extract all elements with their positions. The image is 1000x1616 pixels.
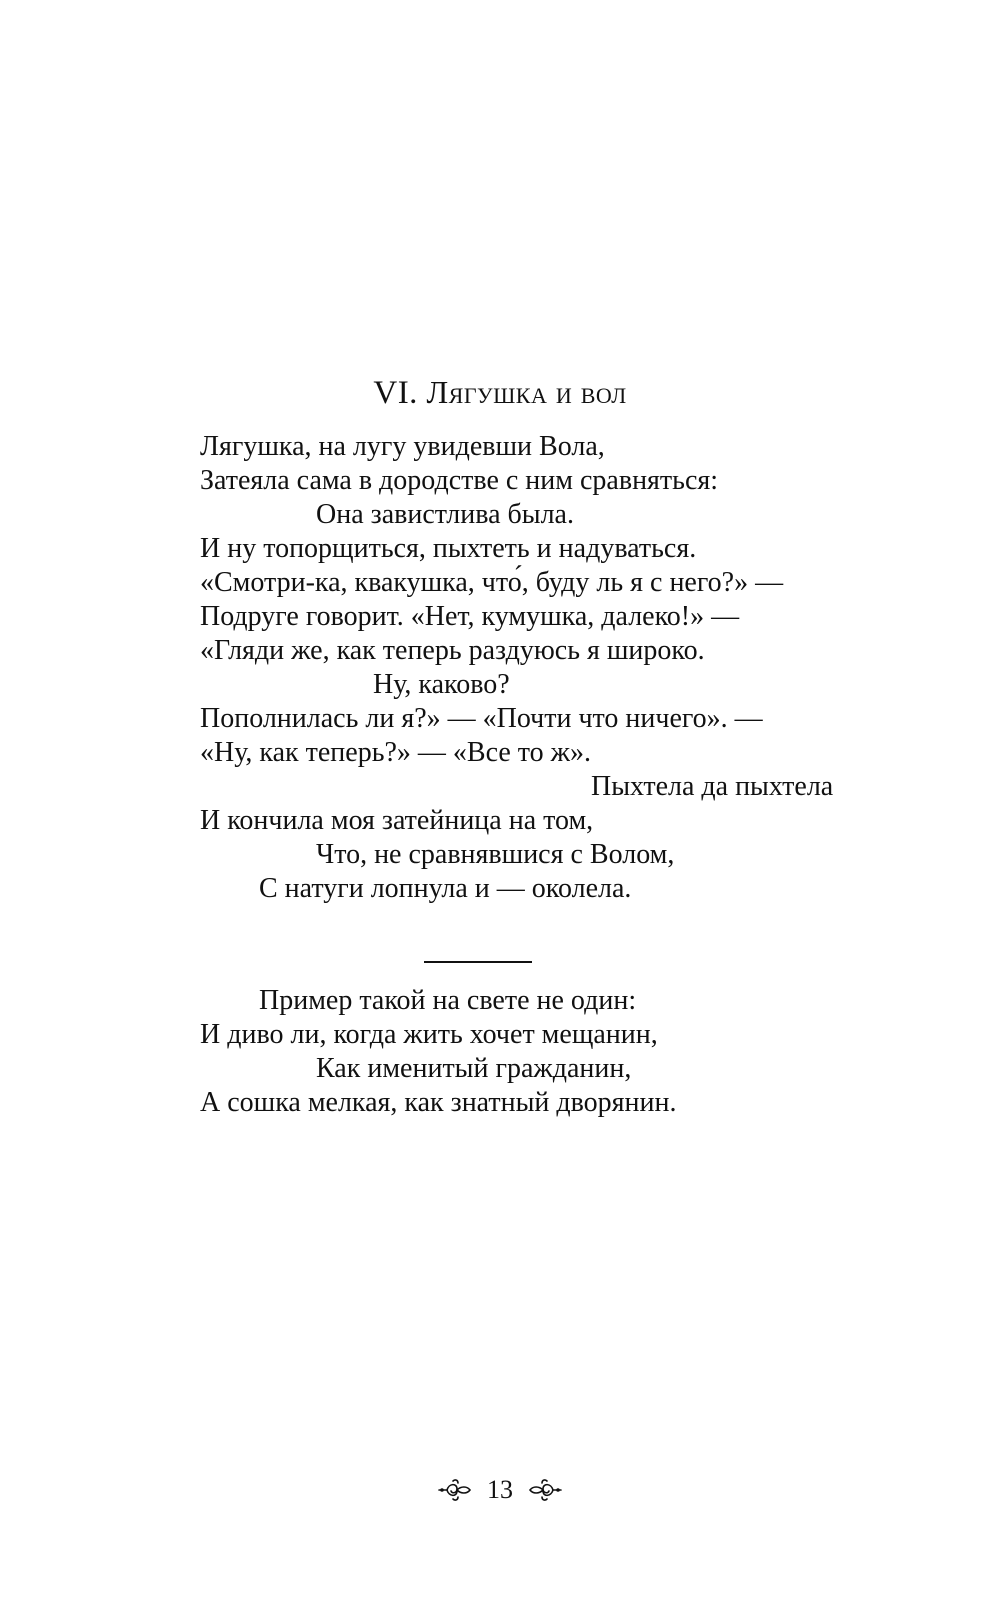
verse-line: И диво ли, когда жить хочет мещанин, — [200, 1019, 658, 1050]
fable-title — [0, 372, 1000, 413]
fable-number: VI. — [373, 375, 418, 411]
verse-line: Затеяла сама в дородстве с ним сравняться: — [200, 465, 719, 496]
verse-line: «Смотри-ка, квакушка, что́, буду ль я с него?» — — [200, 567, 784, 598]
verse-line: И ну топорщиться, пыхтеть и надуваться. — [200, 533, 697, 564]
verse-line: Пыхтела да пыхтела — [591, 771, 834, 802]
fleuron-right-icon — [527, 1477, 563, 1503]
verse-line: С натуги лопнула и — околела. — [259, 873, 632, 904]
verse-line: И кончила моя затейница на том, — [200, 805, 594, 836]
verse-line: Подруге говорит. «Нет, кумушка, далеко!» — — [200, 601, 740, 632]
verse-line: Пример такой на свете не один: — [259, 985, 637, 1016]
fleuron-left-icon — [437, 1477, 473, 1503]
section-divider — [424, 961, 532, 963]
page-number: 13 — [487, 1475, 513, 1504]
fable-title-text: Лягушка и вол — [426, 374, 627, 410]
verse-line: «Ну, как теперь?» — «Все то ж». — [200, 737, 591, 768]
verse-line: Лягушка, на лугу увидевши Вола, — [200, 431, 605, 462]
verse-line: «Гляди же, как теперь раздуюсь я широко. — [200, 635, 705, 666]
page-footer — [0, 1470, 1000, 1510]
verse-line: А сошка мелкая, как знатный дворянин. — [200, 1087, 677, 1118]
verse-line: Ну, каково? — [373, 669, 510, 700]
verse-line: Пополнилась ли я?» — «Почти что ничего». — — [200, 703, 763, 734]
verse-line: Она завистлива была. — [316, 499, 574, 530]
verse-line: Что, не сравнявшися с Волом, — [316, 839, 675, 870]
verse-line: Как именитый гражданин, — [316, 1053, 632, 1084]
